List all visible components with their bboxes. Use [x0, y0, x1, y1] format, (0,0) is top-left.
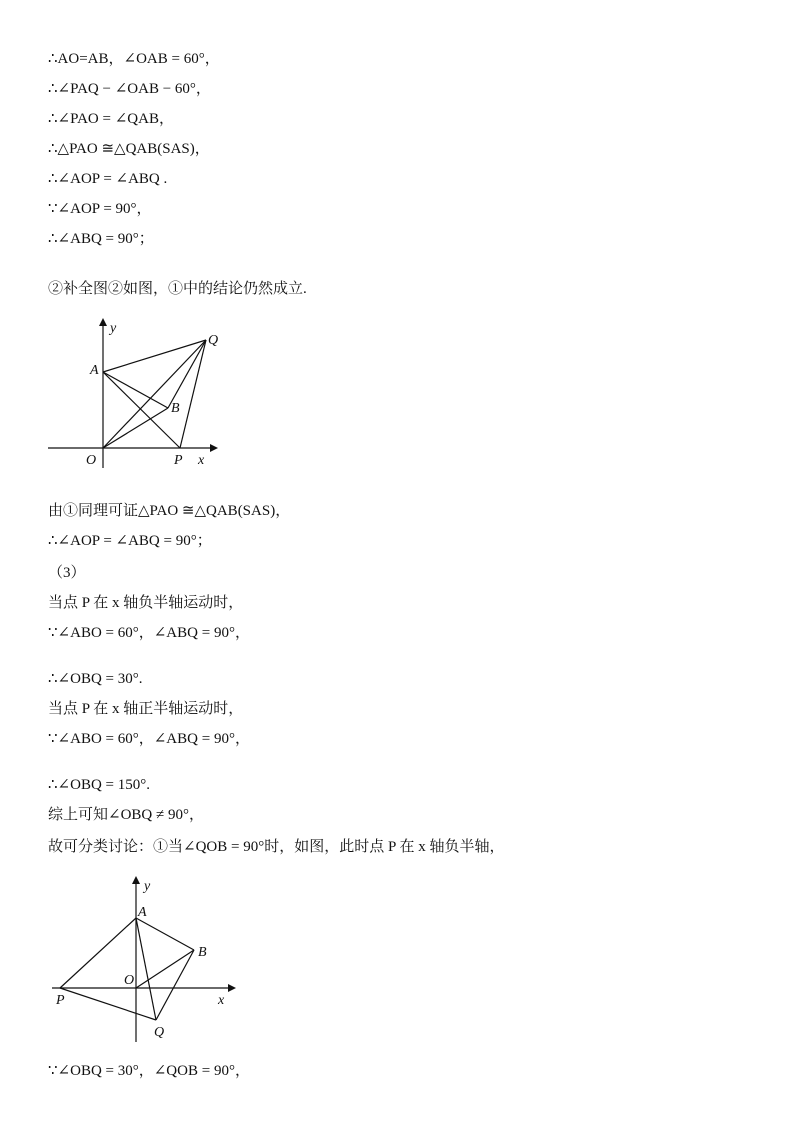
text-line-11: （3）	[48, 565, 86, 581]
label-x: x	[218, 993, 225, 1008]
text-line-18: 综上可知∠OBQ ≠ 90°，	[48, 807, 204, 823]
segment-BQ	[156, 950, 194, 1020]
segment-PQ	[180, 340, 206, 448]
text-line-13: ∵∠ABO = 60°，∠ABQ = 90°，	[48, 623, 250, 641]
label-A: A	[138, 905, 147, 920]
segment-OB	[136, 950, 194, 988]
geometry-figure-1	[44, 318, 224, 478]
geometry-figure-2	[48, 872, 238, 1048]
text-line-10: ∴∠AOP = ∠ABQ = 90°；	[48, 531, 212, 549]
label-y: y	[110, 321, 117, 336]
label-Q: Q	[208, 333, 219, 348]
label-x: x	[198, 453, 205, 468]
label-A: A	[90, 363, 99, 378]
y-axis-arrow	[99, 318, 107, 326]
text-line-1: ∴AO=AB，∠OAB = 60°，	[48, 49, 220, 67]
text-line-2: ∴∠PAQ − ∠OAB − 60°，	[48, 79, 211, 97]
text-line-5: ∴∠AOP = ∠ABQ .	[48, 169, 168, 187]
label-O: O	[86, 453, 97, 468]
segment-AQ	[136, 918, 156, 1020]
text-line-8: ②补全图②如图，①中的结论仍然成立.	[48, 281, 307, 297]
label-B: B	[171, 401, 180, 416]
label-B: B	[198, 945, 207, 960]
text-line-6: ∵∠AOP = 90°，	[48, 199, 152, 217]
segment-PQ	[60, 988, 156, 1020]
text-line-12: 当点 P 在 x 轴负半轴运动时，	[48, 595, 244, 611]
text-line-3: ∴∠PAO = ∠QAB，	[48, 109, 174, 127]
segment-AB	[136, 918, 194, 950]
text-line-19: 故可分类讨论：①当∠QOB = 90°时，如图，此时点 P 在 x 轴负半轴，	[48, 839, 505, 855]
x-axis-arrow	[210, 444, 218, 452]
text-line-9: 由①同理可证△PAO ≅△QAB(SAS)，	[48, 503, 291, 519]
x-axis-arrow	[228, 984, 236, 992]
text-line-20: ∵∠OBQ = 30°，∠QOB = 90°，	[48, 1061, 250, 1079]
label-y: y	[144, 879, 151, 894]
text-line-17: ∴∠OBQ = 150°.	[48, 775, 150, 793]
text-line-7: ∴∠ABQ = 90°；	[48, 229, 154, 247]
text-line-4: ∴△PAO ≅△QAB(SAS)，	[48, 139, 210, 157]
label-Q: Q	[154, 1025, 165, 1040]
text-line-16: ∵∠ABO = 60°，∠ABQ = 90°，	[48, 729, 250, 747]
y-axis-arrow	[132, 876, 140, 884]
text-line-14: ∴∠OBQ = 30°.	[48, 669, 143, 687]
label-P: P	[56, 993, 65, 1008]
label-O: O	[124, 973, 135, 988]
text-line-15: 当点 P 在 x 轴正半轴运动时，	[48, 701, 244, 717]
label-P: P	[174, 453, 183, 468]
